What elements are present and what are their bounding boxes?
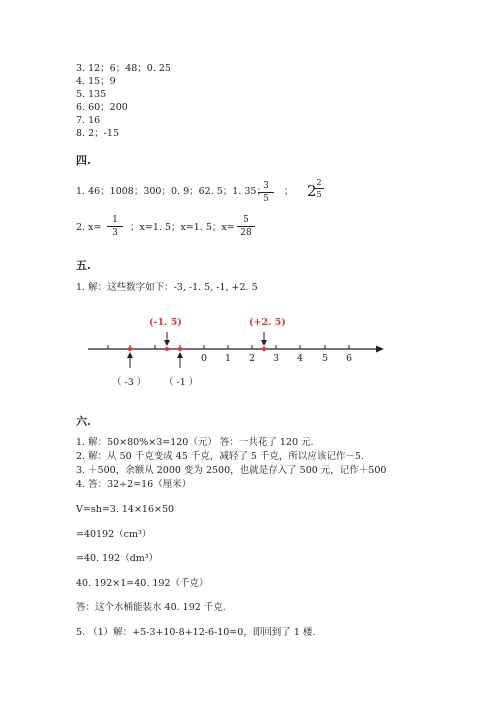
label-neg-1: （ -1 ）: [164, 377, 199, 388]
arrowhead: [127, 352, 133, 358]
fraction-numerator: 5: [243, 215, 249, 225]
point-neg-1: [178, 347, 182, 351]
section-5-line-1: 1. 解：这些数字如下：-3, -1. 5, -1, +2. 5: [76, 282, 258, 293]
arrowhead: [261, 340, 267, 346]
calc-line-4: 40. 192×1=40. 192（千克）: [76, 578, 209, 589]
calc-line-5: 答：这个水桶能装水 40. 192 千克.: [76, 602, 226, 613]
tick-label-4: 4: [297, 353, 304, 364]
separator: ；: [284, 186, 294, 197]
section-6-line-1: 1. 解：50×80%×3=120（元） 答：一共花了 120 元.: [76, 437, 314, 448]
tick-label-2: 2: [249, 353, 256, 364]
tick-label-6: 6: [346, 353, 353, 364]
section-6-title: 六.: [76, 415, 91, 428]
calc-line-1: V=sh=3. 14×16×50: [76, 504, 175, 515]
tick-label-3: 3: [273, 353, 280, 364]
point-neg-3: [128, 347, 132, 351]
label-pos-2-5-text: (+2. 5): [249, 317, 286, 328]
answer-line-6: 6. 60；200: [76, 102, 128, 113]
section-6-line-3: 3. ＋500，余额从 2000 变为 2500，也就是存入了 500 元，记作＋500: [76, 465, 387, 476]
fraction-denominator: 3: [112, 228, 118, 238]
fraction-numerator: 1: [112, 215, 118, 225]
label-pos-2-5: [249, 317, 286, 328]
tick-label-0: 0: [201, 353, 208, 364]
point-neg-1-5: [165, 347, 169, 351]
answer-line-7: 7. 16: [76, 115, 101, 126]
answer-line-4: 4. 15；9: [76, 76, 116, 87]
label-neg-1-5-text: (-1. 5): [149, 317, 182, 328]
mixed-whole: 2: [307, 182, 317, 200]
section-4-line-2-mid: ；x=1. 5；x=1. 5；x=: [130, 222, 235, 233]
fraction-denominator: 28: [240, 228, 252, 238]
fraction-numerator: 2: [316, 178, 322, 187]
section-4-line-2-start: 2. x=: [76, 222, 102, 233]
arrowhead: [177, 352, 183, 358]
section-4-line-1: 1. 46；1008；300；0. 9；62. 5；1. 35；: [76, 186, 266, 197]
point-pos-2-5: [262, 347, 266, 351]
answer-line-8: 8. 2；-15: [76, 128, 119, 139]
calc-line-2: =40192（cm³）: [76, 529, 152, 540]
section-6-line-4: 4. 答：32÷2=16（厘米）: [76, 479, 192, 490]
axis-arrowhead: [376, 346, 384, 353]
fraction-denominator: 5: [316, 190, 322, 199]
section-6-line-2: 2. 解：从 50 千克变成 45 千克，减轻了 5 千克，所以应该记作－5.: [76, 451, 364, 462]
label-neg-1-5: [149, 317, 182, 328]
section-5-title: 五.: [76, 259, 91, 272]
tick-label-1: 1: [225, 353, 232, 364]
calc-line-3: =40. 192（dm³）: [76, 553, 159, 564]
arrowhead: [164, 340, 170, 346]
answer-line-3: 3. 12；6；48；0. 25: [76, 63, 171, 74]
calc-line-6: 5. （1）解：+5-3+10-8+12-6-10=0，即回到了 1 楼.: [76, 627, 316, 638]
tick-label-5: 5: [322, 353, 329, 364]
section-4-title: 四.: [76, 154, 91, 167]
fraction-numerator: 3: [263, 181, 269, 191]
answer-line-5: 5. 135: [76, 89, 107, 100]
fraction-denominator: 5: [263, 194, 269, 204]
label-neg-3: （ -3 ）: [112, 377, 147, 388]
